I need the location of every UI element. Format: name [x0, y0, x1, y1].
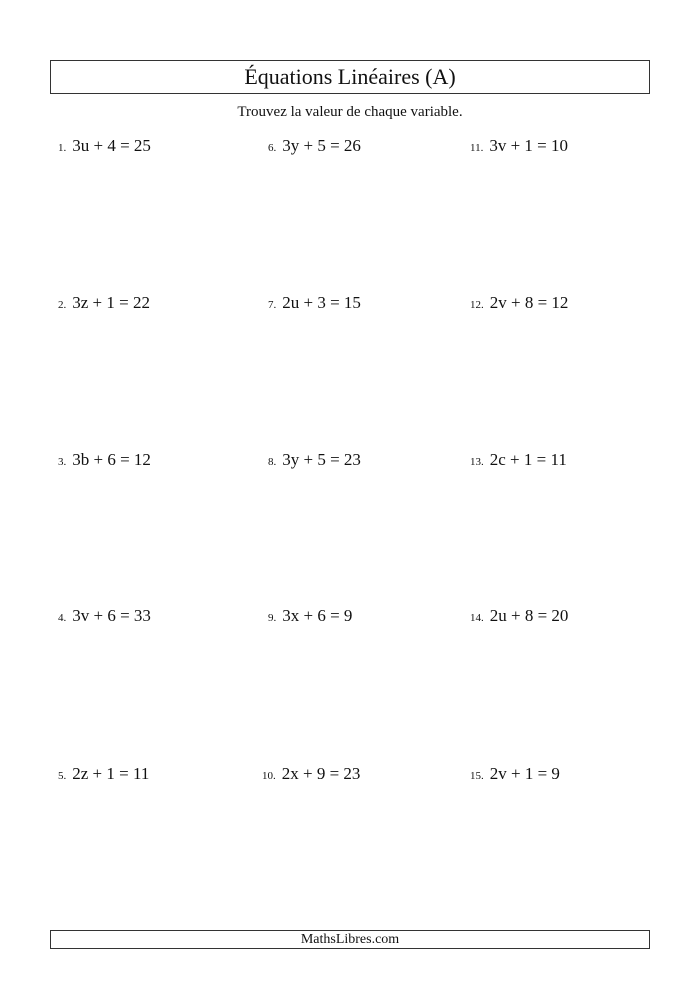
problem-item [470, 764, 560, 784]
problem-item [268, 450, 361, 470]
instructions: Trouvez la valeur de chaque variable. [237, 104, 463, 120]
worksheet-title-box [50, 60, 650, 94]
problem-equation: 3z + 1 = 22 [72, 293, 150, 312]
problem-item [470, 450, 567, 470]
problem-item [262, 764, 360, 784]
problem-item [58, 606, 151, 626]
problem-number: 6. [268, 142, 277, 154]
problem-equation: 3x + 6 = 9 [282, 606, 353, 625]
problem-equation: 3y + 5 = 23 [282, 450, 361, 469]
problem-number: 14. [470, 612, 484, 624]
problem-number: 4. [58, 612, 67, 624]
problem-item [268, 136, 361, 156]
problem-equation: 3v + 1 = 10 [489, 136, 569, 155]
problem-item [470, 606, 568, 626]
problem-item [268, 606, 352, 626]
problem-equation: 2x + 9 = 23 [281, 764, 361, 783]
problem-number: 10. [262, 770, 276, 782]
problem-equation: 2v + 8 = 12 [489, 293, 569, 312]
problem-equation: 2c + 1 = 11 [489, 450, 567, 469]
problem-equation: 3y + 5 = 26 [282, 136, 361, 155]
problem-item [58, 764, 149, 784]
problem-number: 5. [58, 770, 67, 782]
problem-item [58, 136, 151, 156]
problem-number: 15. [470, 770, 484, 782]
worksheet-title: Équations Linéaires (A) [244, 64, 456, 89]
problem-equation: 3b + 6 = 12 [72, 450, 151, 469]
problem-number: 7. [268, 299, 277, 311]
problem-item [470, 136, 568, 156]
footer-site: MathsLibres.com [300, 931, 400, 947]
problem-equation: 2z + 1 = 11 [72, 764, 150, 783]
problem-equation: 3u + 4 = 25 [72, 136, 151, 155]
problem-number: 12. [470, 299, 484, 311]
problem-number: 3. [58, 456, 67, 468]
problem-item [470, 293, 568, 313]
problem-number: 11. [470, 142, 484, 154]
problem-number: 13. [470, 456, 484, 468]
problem-item [268, 293, 361, 313]
problem-number: 8. [268, 456, 277, 468]
problem-equation: 2v + 1 = 9 [489, 764, 560, 783]
problem-item [58, 450, 151, 470]
problem-number: 1. [58, 142, 67, 154]
problem-number: 2. [58, 299, 67, 311]
problem-equation: 2u + 8 = 20 [489, 606, 569, 625]
problem-item [58, 293, 150, 313]
problem-equation: 3v + 6 = 33 [72, 606, 151, 625]
footer-box [50, 930, 650, 949]
problem-equation: 2u + 3 = 15 [282, 293, 361, 312]
problem-number: 9. [268, 612, 277, 624]
